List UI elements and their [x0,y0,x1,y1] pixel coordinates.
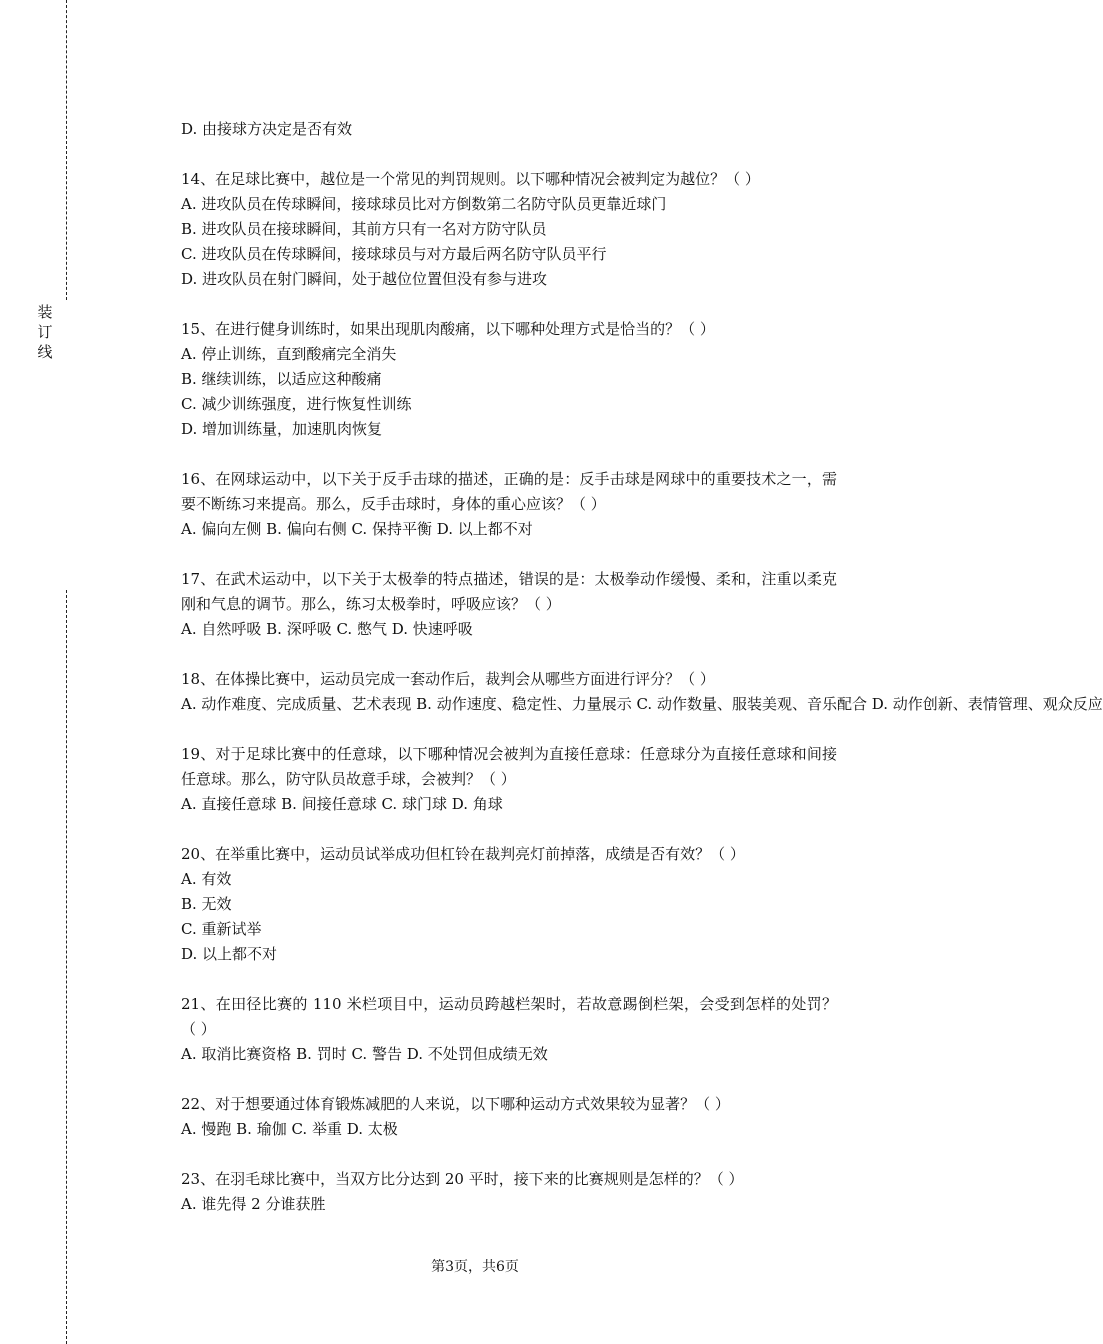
binding-char: 装 [37,303,53,321]
question-stem: 19、对于足球比赛中的任意球，以下哪种情况会被判为直接任意球：任意球分为直接任意球和间接任意球。那么，防守队员故意手球，会被判？（ ） [181,745,837,788]
answer-option: A. 进攻队员在传球瞬间，接球球员比对方倒数第二名防守队员更靠近球门 [181,195,667,213]
question-stem: 21、在田径比赛的 110 米栏项目中，运动员跨越栏架时，若故意踢倒栏架，会受到怎样的处罚？（ ） [181,995,837,1038]
question-block [181,1092,837,1142]
answer-option: A. 有效 [181,870,232,888]
answer-option: D. 增加训练量，加速肌肉恢复 [181,420,383,438]
answer-option: B. 进攻队员在接球瞬间，其前方只有一名对方防守队员 [181,220,547,238]
answer-option: C. 进攻队员在传球瞬间，接球球员与对方最后两名防守队员平行 [181,245,607,263]
answer-option: D. 进攻队员在射门瞬间，处于越位位置但没有参与进攻 [181,270,548,288]
binding-label [36,302,54,362]
answer-option: A. 动作难度、完成质量、艺术表现 B. 动作速度、稳定性、力量展示 C. 动作数量、服装美观、音乐配合 D. 动作创新、表情管理、观众反应 [181,695,1103,713]
question-block [181,317,837,442]
answer-option: C. 减少训练强度，进行恢复性训练 [181,395,412,413]
binding-dashed-line-top [66,0,67,300]
question-block [181,992,837,1067]
answer-option: C. 重新试举 [181,920,262,938]
question-stem: 18、在体操比赛中，运动员完成一套动作后，裁判会从哪些方面进行评分？（ ） [181,670,715,688]
question-block [181,167,837,292]
question-stem: 17、在武术运动中，以下关于太极拳的特点描述，错误的是：太极拳动作缓慢、柔和，注重以柔克刚和气息的调节。那么，练习太极拳时，呼吸应该？（ ） [181,570,837,613]
question-block [181,1167,837,1217]
question-block [181,667,1103,717]
answer-option: A. 自然呼吸 B. 深呼吸 C. 憋气 D. 快速呼吸 [181,620,473,638]
answer-option: A. 慢跑 B. 瑜伽 C. 举重 D. 太极 [181,1120,398,1138]
answer-option: B. 无效 [181,895,232,913]
question-stem: 22、对于想要通过体育锻炼减肥的人来说，以下哪种运动方式效果较为显著？（ ） [181,1095,730,1113]
answer-option: D. 由接球方决定是否有效 [181,120,353,138]
answer-option: A. 取消比赛资格 B. 罚时 C. 警告 D. 不处罚但成绩无效 [181,1045,548,1063]
question-stem: 16、在网球运动中，以下关于反手击球的描述，正确的是：反手击球是网球中的重要技术之一，需要不断练习来提高。那么，反手击球时，身体的重心应该？（ ） [181,470,837,513]
binding-dashed-line-bottom [66,590,67,1344]
answer-option: A. 停止训练，直到酸痛完全消失 [181,345,397,363]
answer-option: B. 继续训练，以适应这种酸痛 [181,370,382,388]
question-block [181,567,837,642]
answer-option: A. 偏向左侧 B. 偏向右侧 C. 保持平衡 D. 以上都不对 [181,520,533,538]
answer-option: A. 谁先得 2 分谁获胜 [181,1195,326,1213]
question-stem: 15、在进行健身训练时，如果出现肌肉酸痛，以下哪种处理方式是恰当的？（ ） [181,320,715,338]
question-block [181,117,837,142]
answer-option: A. 直接任意球 B. 间接任意球 C. 球门球 D. 角球 [181,795,503,813]
binding-char: 线 [37,343,53,361]
answer-option: D. 以上都不对 [181,945,278,963]
binding-char: 订 [37,323,53,341]
question-stem: 14、在足球比赛中，越位是一个常见的判罚规则。以下哪种情况会被判定为越位？（ ） [181,170,760,188]
question-block [181,467,837,542]
question-block [181,742,837,817]
question-stem: 20、在举重比赛中，运动员试举成功但杠铃在裁判亮灯前掉落，成绩是否有效？（ ） [181,845,745,863]
question-stem: 23、在羽毛球比赛中，当双方比分达到 20 平时，接下来的比赛规则是怎样的？（ ） [181,1170,744,1188]
question-block [181,842,837,967]
page-footer: 第3页，共6页 [431,1259,519,1275]
question-list [181,117,1103,1242]
